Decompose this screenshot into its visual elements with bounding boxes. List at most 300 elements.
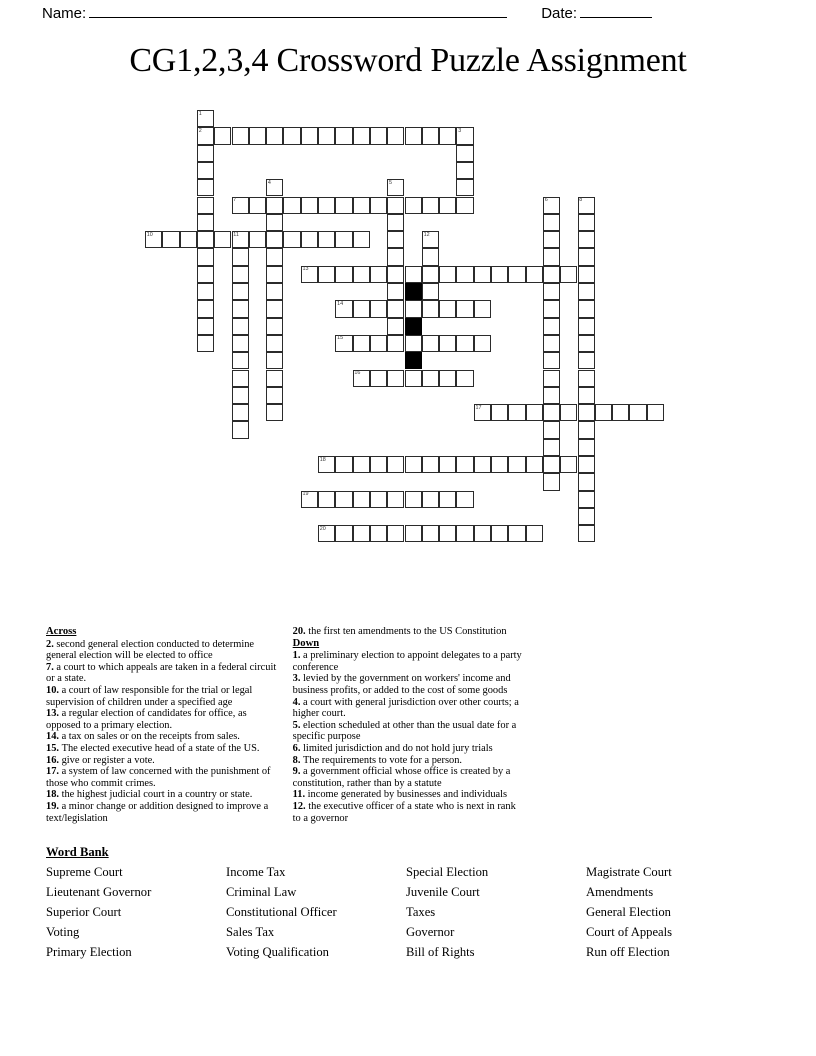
- grid-cell[interactable]: [266, 318, 283, 335]
- grid-cell[interactable]: [439, 370, 456, 387]
- grid-cell[interactable]: [249, 197, 266, 214]
- word-bank-item: Voting Qualification: [226, 945, 329, 959]
- word-bank-list: [46, 863, 772, 962]
- grid-cell[interactable]: [266, 266, 283, 283]
- cell-number: 4: [267, 179, 271, 186]
- grid-cell[interactable]: [474, 266, 491, 283]
- grid-cell[interactable]: [456, 162, 473, 179]
- clue-text: second general election conducted to determine general election will be elected to office: [46, 638, 255, 662]
- grid-cell[interactable]: [318, 525, 335, 542]
- grid-cell[interactable]: [526, 404, 543, 421]
- word-bank-item: Bill of Rights: [406, 945, 475, 959]
- name-label: Name:: [42, 5, 87, 22]
- clue-number: 3.: [292, 673, 304, 685]
- grid-cell[interactable]: [456, 127, 473, 144]
- clue-number: 14.: [46, 731, 62, 743]
- grid-cell[interactable]: [543, 300, 560, 317]
- cell-number: 10: [146, 231, 153, 238]
- grid-cell[interactable]: [578, 214, 595, 231]
- grid-cell[interactable]: [474, 525, 491, 542]
- grid-cell[interactable]: [526, 266, 543, 283]
- grid-cell[interactable]: [387, 370, 404, 387]
- grid-cell[interactable]: [353, 127, 370, 144]
- grid-cell[interactable]: [422, 525, 439, 542]
- cell-number: 12: [423, 231, 430, 238]
- grid-cell[interactable]: [266, 248, 283, 265]
- grid-cell[interactable]: [353, 370, 370, 387]
- grid-cell[interactable]: [405, 197, 422, 214]
- grid-cell[interactable]: [578, 491, 595, 508]
- grid-cell[interactable]: [578, 300, 595, 317]
- grid-cell[interactable]: [266, 335, 283, 352]
- name-date-line: [0, 0, 816, 30]
- clue-number: 10.: [46, 684, 62, 696]
- grid-cell[interactable]: [370, 127, 387, 144]
- grid-cell[interactable]: [578, 335, 595, 352]
- grid-cell[interactable]: [232, 404, 249, 421]
- grid-cell[interactable]: [266, 300, 283, 317]
- cell-number: 14: [337, 300, 344, 307]
- grid-cell[interactable]: [197, 162, 214, 179]
- across-heading: Across: [46, 626, 77, 637]
- grid-cell[interactable]: [353, 231, 370, 248]
- clue-text: The elected executive head of a state of the US.: [61, 742, 260, 754]
- grid-cell[interactable]: [232, 266, 249, 283]
- grid-cell[interactable]: [214, 127, 231, 144]
- grid-cell[interactable]: [335, 456, 352, 473]
- grid-cell[interactable]: [387, 491, 404, 508]
- grid-cell[interactable]: [456, 179, 473, 196]
- clue-text: a system of law concerned with the punishment of those who commit crimes.: [46, 766, 271, 789]
- grid-cell[interactable]: [232, 197, 249, 214]
- grid-cell[interactable]: [612, 404, 629, 421]
- grid-cell[interactable]: [578, 370, 595, 387]
- grid-cell[interactable]: [405, 525, 422, 542]
- grid-cell[interactable]: [560, 456, 577, 473]
- grid-cell[interactable]: [353, 335, 370, 352]
- grid-cell[interactable]: [301, 266, 318, 283]
- grid-cell[interactable]: [578, 231, 595, 248]
- clue-text: give or register a vote.: [61, 754, 155, 766]
- grid-cell[interactable]: [232, 421, 249, 438]
- grid-cell[interactable]: [266, 231, 283, 248]
- grid-cell[interactable]: [387, 283, 404, 300]
- grid-cell[interactable]: [491, 456, 508, 473]
- grid-cell[interactable]: [370, 266, 387, 283]
- grid-cell[interactable]: [578, 456, 595, 473]
- grid-cell[interactable]: [197, 231, 214, 248]
- cell-number: 11: [233, 231, 239, 238]
- clue-text: the highest judicial court in a country or state.: [61, 789, 253, 801]
- page-title: CG1,2,3,4 Crossword Puzzle Assignment: [129, 42, 687, 79]
- grid-cell[interactable]: [456, 456, 473, 473]
- grid-cell[interactable]: [335, 197, 352, 214]
- grid-cell[interactable]: [197, 179, 214, 196]
- grid-cell[interactable]: [543, 370, 560, 387]
- grid-cell[interactable]: [387, 318, 404, 335]
- word-bank-item: General Election: [586, 905, 671, 919]
- grid-cell[interactable]: [318, 197, 335, 214]
- grid-cell[interactable]: [647, 404, 664, 421]
- clue-number: 17.: [46, 766, 62, 778]
- grid-cell[interactable]: [405, 491, 422, 508]
- clue-number: 8.: [292, 754, 304, 766]
- grid-cell[interactable]: [180, 231, 197, 248]
- grid-cell[interactable]: [318, 231, 335, 248]
- grid-cell[interactable]: [629, 404, 646, 421]
- grid-cell[interactable]: [578, 404, 595, 421]
- grid-cell[interactable]: [197, 197, 214, 214]
- word-bank-item: Voting: [46, 925, 80, 939]
- word-bank-item: Taxes: [406, 905, 436, 919]
- grid-cell[interactable]: [439, 127, 456, 144]
- grid-cell[interactable]: [422, 127, 439, 144]
- clue-text: a government official whose office is created by a constitution, rather than by a statute: [292, 766, 511, 789]
- grid-cell[interactable]: [370, 197, 387, 214]
- grid-cell[interactable]: [578, 283, 595, 300]
- word-bank-heading: Word Bank: [46, 845, 109, 859]
- grid-cell[interactable]: [543, 456, 560, 473]
- grid-cell[interactable]: [439, 266, 456, 283]
- clue-down-1: [293, 650, 526, 673]
- grid-cell[interactable]: [543, 318, 560, 335]
- grid-cell[interactable]: [266, 404, 283, 421]
- grid-cell[interactable]: [578, 525, 595, 542]
- clue-text: a court of law responsible for the trial or legal supervision of children under a specified age: [46, 684, 253, 708]
- cell-number: 5: [388, 179, 392, 186]
- grid-cell[interactable]: [283, 231, 300, 248]
- grid-cell[interactable]: [318, 456, 335, 473]
- grid-cell[interactable]: [422, 300, 439, 317]
- word-bank-item: Magistrate Court: [586, 865, 672, 879]
- cell-number: 20: [319, 525, 326, 532]
- grid-cell[interactable]: [335, 127, 352, 144]
- grid-cell[interactable]: [370, 300, 387, 317]
- clue-number: 13.: [46, 708, 62, 720]
- grid-cell[interactable]: [508, 404, 525, 421]
- cell-number: 13: [302, 266, 309, 273]
- grid-cell[interactable]: [491, 266, 508, 283]
- grid-cell[interactable]: [456, 266, 473, 283]
- clue-number: 7.: [46, 661, 57, 673]
- grid-cell[interactable]: [405, 456, 422, 473]
- grid-cell[interactable]: [578, 352, 595, 369]
- grid-cell[interactable]: [422, 248, 439, 265]
- grid-cell[interactable]: [232, 300, 249, 317]
- grid-cell[interactable]: [543, 266, 560, 283]
- grid-cell[interactable]: [266, 197, 283, 214]
- cell-number: 1: [198, 110, 202, 117]
- grid-cell[interactable]: [387, 300, 404, 317]
- date-write-line[interactable]: [580, 4, 652, 18]
- cell-number: 2: [198, 127, 202, 134]
- grid-cell[interactable]: [232, 248, 249, 265]
- grid-cell[interactable]: [439, 335, 456, 352]
- grid-cell[interactable]: [387, 179, 404, 196]
- grid-cell[interactable]: [197, 300, 214, 317]
- grid-cell[interactable]: [232, 370, 249, 387]
- grid-cell[interactable]: [353, 456, 370, 473]
- clue-number: 6.: [292, 742, 304, 754]
- grid-cell[interactable]: [560, 404, 577, 421]
- grid-cell[interactable]: [232, 352, 249, 369]
- grid-cell[interactable]: [353, 266, 370, 283]
- grid-cell[interactable]: [405, 370, 422, 387]
- grid-cell[interactable]: [370, 335, 387, 352]
- grid-cell[interactable]: [422, 370, 439, 387]
- grid-cell[interactable]: [439, 197, 456, 214]
- grid-cell[interactable]: [578, 318, 595, 335]
- cell-number: 15: [337, 335, 344, 342]
- clue-text: The requirements to vote for a person.: [303, 754, 463, 766]
- grid-cell[interactable]: [197, 283, 214, 300]
- grid-cell[interactable]: [543, 335, 560, 352]
- grid-cell[interactable]: [422, 266, 439, 283]
- grid-cell[interactable]: [387, 231, 404, 248]
- grid-cell[interactable]: [543, 439, 560, 456]
- grid-cell[interactable]: [353, 525, 370, 542]
- grid-cell[interactable]: [249, 127, 266, 144]
- clue-number: 5.: [292, 719, 304, 731]
- grid-cell[interactable]: [387, 456, 404, 473]
- grid-cell[interactable]: [405, 300, 422, 317]
- grid-cell[interactable]: [508, 266, 525, 283]
- clue-number: 18.: [46, 789, 62, 801]
- grid-cell[interactable]: [266, 127, 283, 144]
- grid-cell[interactable]: [405, 127, 422, 144]
- grid-cell[interactable]: [370, 491, 387, 508]
- grid-cell[interactable]: [578, 197, 595, 214]
- grid-cell[interactable]: [283, 127, 300, 144]
- grid-cell[interactable]: [543, 197, 560, 214]
- grid-cell[interactable]: [543, 421, 560, 438]
- grid-cell[interactable]: [249, 231, 266, 248]
- grid-cell[interactable]: [422, 335, 439, 352]
- clue-across-18: [46, 789, 279, 801]
- grid-cell[interactable]: [266, 179, 283, 196]
- grid-cell[interactable]: [543, 214, 560, 231]
- word-bank-item: Special Election: [406, 865, 489, 879]
- grid-cell[interactable]: [370, 370, 387, 387]
- grid-cell[interactable]: [578, 421, 595, 438]
- grid-cell[interactable]: [197, 266, 214, 283]
- grid-cell[interactable]: [543, 473, 560, 490]
- grid-cell[interactable]: [197, 145, 214, 162]
- grid-cell[interactable]: [474, 456, 491, 473]
- grid-cell[interactable]: [474, 404, 491, 421]
- grid-cell[interactable]: [335, 335, 352, 352]
- clue-number: 4.: [292, 696, 304, 708]
- grid-cell[interactable]: [232, 283, 249, 300]
- clue-across-7: [46, 662, 279, 685]
- cell-number: 16: [354, 370, 361, 376]
- grid-cell[interactable]: [474, 300, 491, 317]
- grid-cell[interactable]: [508, 525, 525, 542]
- grid-cell[interactable]: [439, 491, 456, 508]
- grid-cell[interactable]: [543, 231, 560, 248]
- cell-number: 6: [544, 197, 548, 203]
- grid-cell[interactable]: [456, 370, 473, 387]
- clue-number: 12.: [292, 800, 309, 812]
- clue-number: 2.: [46, 638, 57, 650]
- grid-cell[interactable]: [578, 473, 595, 490]
- clue-text: the executive officer of a state who is next in rank to a governor: [292, 800, 516, 824]
- grid-cell[interactable]: [387, 214, 404, 231]
- grid-cell[interactable]: [318, 491, 335, 508]
- grid-cell[interactable]: [370, 525, 387, 542]
- grid-cell[interactable]: [491, 525, 508, 542]
- grid-cell[interactable]: [145, 231, 162, 248]
- grid-cell[interactable]: [578, 508, 595, 525]
- grid-cell[interactable]: [335, 231, 352, 248]
- name-write-line[interactable]: [89, 4, 507, 18]
- grid-cell[interactable]: [266, 214, 283, 231]
- clue-number: 11.: [292, 789, 308, 801]
- grid-cell[interactable]: [578, 387, 595, 404]
- grid-cell[interactable]: [578, 248, 595, 265]
- grid-cell[interactable]: [266, 370, 283, 387]
- grid-cell[interactable]: [387, 335, 404, 352]
- grid-cell[interactable]: [456, 491, 473, 508]
- grid-cell[interactable]: [370, 456, 387, 473]
- word-bank-item: Constitutional Officer: [226, 905, 337, 919]
- clue-text: limited jurisdiction and do not hold jury trials: [303, 742, 493, 754]
- grid-cell[interactable]: [232, 231, 249, 248]
- grid-cell[interactable]: [335, 300, 352, 317]
- grid-cell[interactable]: [335, 491, 352, 508]
- grid-cell[interactable]: [439, 456, 456, 473]
- grid-cell[interactable]: [456, 525, 473, 542]
- word-bank-item: Sales Tax: [226, 925, 275, 939]
- clue-across-17: [46, 766, 279, 789]
- clue-down-4: [293, 697, 526, 720]
- grid-cell[interactable]: [232, 127, 249, 144]
- cell-number: 3: [458, 127, 462, 134]
- grid-block-cell: [405, 318, 422, 335]
- grid-cell[interactable]: [405, 266, 422, 283]
- grid-cell[interactable]: [232, 335, 249, 352]
- grid-cell[interactable]: [387, 197, 404, 214]
- date-label: Date:: [541, 5, 578, 22]
- grid-cell[interactable]: [387, 266, 404, 283]
- word-bank-item: Criminal Law: [226, 885, 297, 899]
- grid-cell[interactable]: [422, 197, 439, 214]
- word-bank-item: Court of Appeals: [586, 925, 673, 939]
- grid-cell[interactable]: [266, 387, 283, 404]
- grid-cell[interactable]: [232, 387, 249, 404]
- word-bank-item: Primary Election: [46, 945, 132, 959]
- grid-cell[interactable]: [422, 231, 439, 248]
- grid-cell[interactable]: [405, 335, 422, 352]
- grid-cell[interactable]: [543, 404, 560, 421]
- grid-cell[interactable]: [543, 352, 560, 369]
- grid-cell[interactable]: [301, 197, 318, 214]
- word-bank-item: Income Tax: [226, 865, 286, 879]
- grid-cell[interactable]: [301, 491, 318, 508]
- grid-cell[interactable]: [526, 456, 543, 473]
- word-bank-item: Governor: [406, 925, 455, 939]
- grid-cell[interactable]: [543, 248, 560, 265]
- grid-cell[interactable]: [387, 525, 404, 542]
- word-bank-item: Run off Election: [586, 945, 670, 959]
- grid-cell[interactable]: [232, 318, 249, 335]
- grid-cell[interactable]: [197, 318, 214, 335]
- grid-cell[interactable]: [560, 266, 577, 283]
- grid-cell[interactable]: [335, 525, 352, 542]
- grid-cell[interactable]: [439, 525, 456, 542]
- grid-cell[interactable]: [526, 525, 543, 542]
- grid-cell[interactable]: [422, 283, 439, 300]
- clue-text: a preliminary election to appoint delegates to a party conference: [292, 650, 522, 673]
- cell-number: 8: [579, 197, 583, 203]
- clue-text: levied by the government on workers' income and business profits, or added to the cost of some goods: [292, 673, 511, 696]
- grid-cell[interactable]: [197, 127, 214, 144]
- grid-cell[interactable]: [456, 300, 473, 317]
- grid-cell[interactable]: [162, 231, 179, 248]
- grid-cell[interactable]: [439, 300, 456, 317]
- grid-cell[interactable]: [197, 335, 214, 352]
- grid-cell[interactable]: [543, 387, 560, 404]
- grid-cell[interactable]: [266, 352, 283, 369]
- grid-cell[interactable]: [318, 266, 335, 283]
- grid-cell[interactable]: [456, 197, 473, 214]
- clue-number: 19.: [46, 800, 62, 812]
- grid-cell[interactable]: [508, 456, 525, 473]
- crossword-puzzle[interactable]: [0, 110, 816, 570]
- clue-across-10: [46, 685, 279, 708]
- grid-cell[interactable]: [543, 283, 560, 300]
- grid-cell[interactable]: [353, 300, 370, 317]
- grid-cell[interactable]: [387, 248, 404, 265]
- grid-cell[interactable]: [387, 127, 404, 144]
- grid-cell[interactable]: [578, 266, 595, 283]
- grid-cell[interactable]: [422, 491, 439, 508]
- word-bank-item: Superior Court: [46, 905, 122, 919]
- grid-cell[interactable]: [491, 404, 508, 421]
- grid-cell[interactable]: [283, 197, 300, 214]
- grid-cell[interactable]: [353, 491, 370, 508]
- grid-cell[interactable]: [266, 283, 283, 300]
- grid-cell[interactable]: [422, 456, 439, 473]
- clue-across-2: [46, 639, 279, 662]
- clue-down-3: [293, 673, 526, 696]
- clue-number: 16.: [46, 754, 62, 766]
- grid-cell[interactable]: [335, 266, 352, 283]
- grid-cell[interactable]: [301, 231, 318, 248]
- grid-cell[interactable]: [578, 439, 595, 456]
- grid-cell[interactable]: [214, 231, 231, 248]
- grid-cell[interactable]: [301, 127, 318, 144]
- word-bank-item: Juvenile Court: [406, 885, 480, 899]
- grid-cell[interactable]: [353, 197, 370, 214]
- clue-number: 9.: [292, 766, 304, 778]
- grid-cell[interactable]: [595, 404, 612, 421]
- grid-cell[interactable]: [197, 110, 214, 127]
- clue-across-15: [46, 743, 279, 755]
- grid-cell[interactable]: [474, 335, 491, 352]
- grid-cell[interactable]: [456, 335, 473, 352]
- clue-text: income generated by businesses and individuals: [307, 789, 508, 801]
- clue-text: a court to which appeals are taken in a federal circuit or a state.: [46, 661, 277, 685]
- grid-cell[interactable]: [197, 248, 214, 265]
- down-heading: Down: [292, 637, 320, 649]
- clue-text: a regular election of candidates for office, as opposed to a primary election.: [46, 708, 247, 731]
- clue-across-13: [46, 708, 279, 731]
- grid-cell[interactable]: [197, 214, 214, 231]
- grid-cell[interactable]: [456, 145, 473, 162]
- grid-cell[interactable]: [318, 127, 335, 144]
- clue-down-6: [293, 743, 526, 755]
